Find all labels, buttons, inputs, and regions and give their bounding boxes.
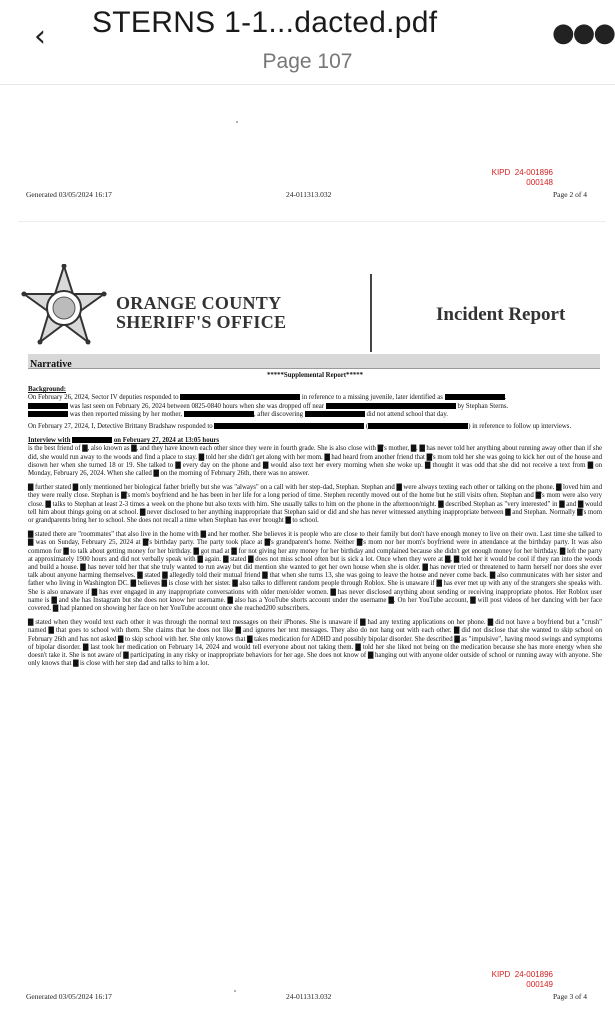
- page-indicator: Page 107: [262, 50, 353, 73]
- generated-date: Generated 03/05/2024 16:17: [26, 190, 112, 199]
- bg-text-3: was last seen on February 26, 2024 between 0825-0840 hours when she was dropped off near: [69, 402, 325, 410]
- redaction: [305, 411, 365, 417]
- redaction: [72, 437, 112, 443]
- generated-date: Generated 03/05/2024 16:17: [26, 992, 112, 1001]
- interview-heading-b: on February 27, 2024 at 13:05 hours: [113, 437, 220, 445]
- narrative-label: Narrative: [30, 359, 72, 370]
- redaction: [368, 423, 468, 429]
- page-count: Page 3 of 4: [553, 992, 587, 1001]
- redaction: [28, 403, 68, 409]
- bg-text-2: in reference to a missing juvenile, later identified as: [301, 394, 443, 402]
- scan-speck: [236, 121, 238, 123]
- bg-text-5: was then reported missing by her mother,: [69, 410, 183, 418]
- bg-text-7: did not attend school that day.: [366, 410, 448, 418]
- redaction: [214, 423, 364, 429]
- more-options-icon[interactable]: ●●●: [552, 18, 615, 48]
- report-type: Incident Report: [436, 304, 566, 325]
- case-number: 24-011313.032: [286, 190, 332, 199]
- bg-text-1: On February 26, 2024, Sector IV deputies responded to: [28, 394, 179, 402]
- redaction: [445, 394, 505, 400]
- bates-stamp: KIPD 24-001896 000148: [491, 168, 553, 187]
- supplemental-label: *****Supplemental Report*****: [266, 372, 364, 379]
- pdf-page-2: [18, 85, 606, 213]
- bg-text-8: On February 27, 2024, I, Detective Brittany Bradshaw responded to: [28, 423, 213, 431]
- viewer-topbar: [0, 0, 615, 85]
- bg-text-4: by Stephan Sterns.: [457, 402, 509, 410]
- bg-text-6: , after discovering: [253, 410, 304, 418]
- redaction: [184, 411, 254, 417]
- redaction: [28, 411, 68, 417]
- narrative-paragraph-2: ▇ further stated ▇ only mentioned her biological father briefly but she was "always" on a call with her step-dad, Stephan. Stephan and ▇ were always texting each other or talking on the phone. ▇ loved him and they were really close. Stephan is ▇'s mom's boyfriend and he has been in her life for a long period of time. Stephen recently moved out of the home but he still visits often. Stephan and ▇'s mom were also very close. ▇ talks to Stephan at least 2-3 times a week on the phone but also texts with him. She usually talks to him on the phone in the afternoon/night. ▇ described Stephan as "very interested" in ▇ and ▇ would tell him about things going on at school. ▇ never disclosed to her anything inappropriate that Stephan said or did and she has never witnessed anything inappropriate between ▇ and Stephan. Normally ▇'s mom or grandparents bring her to school. She does not recall a time when Stephan has ever brought ▇ to school.: [28, 484, 602, 525]
- bg-text-9: ) in reference to follow up interviews.: [468, 423, 572, 431]
- narrative-paragraph-1: is the best friend of ▇, also known as ▇, and they have known each other since they were in fourth grade. She is also close with ▇'s mother, ▇. ▇ has never told her anything about running away other than if she did, she would run away to the woods and find a place to stay. ▇ told her she didn't get along with her mom. ▇ had heard from another friend that ▇'s mom told her she was going to kick her out of the house and disown her when she turned 18 or 19. She talked to ▇ every day on the phone and ▇ would also text her every morning when she woke up. ▇ thought it was odd that she did not receive a text from ▇ on Monday, February 26, 2024. When she called ▇ on the morning of February 26th, there was no answer.: [28, 445, 602, 478]
- header-divider: [370, 274, 372, 352]
- pdf-page-3: [18, 221, 606, 1025]
- pdf-viewer[interactable]: [0, 85, 615, 1024]
- report-header: [18, 244, 606, 344]
- agency-name: ORANGE COUNTY SHERIFF'S OFFICE: [116, 293, 287, 332]
- narrative-body: *****Supplemental Report***** Background: On February 26, 2024, Sector IV deputies responded to in reference to a missing juvenile, later identified as . was last seen on February 26, 2024 between 0825-0840 hours when she was dropped off near by Stephan Sterns. was then reported missing by her mother, , after discovering did not attend school that day. On February 27, 2024, I, Detective Brittany Bradshaw responded to ( ) in reference to follow up interviews. Interview with on February 27, 2024 at 13:05 hours is the best friend of ▇, also known as ▇, and they have known each other since they were in fourth grade. She is also close with ▇'s mother, ▇. ▇ has never told her anything about running away other than if she did, she would run away to the woods and find a place to stay. ▇ told her she didn't get along with her mom. ▇ had heard from another friend that ▇'s mom told her she was going to kick her out of the house and disown her when she turned 18 or 19. She talked to ▇ every day on the phone and ▇ would also text her every morning when she woke up. ▇ thought it was odd that she did not receive a text from ▇ on Monday, February 26, 2024. When she called ▇ on the morning of February 26th, there was no answer. ▇ further stated ▇ only mentioned her biological father briefly but she was "always" on a call with her step-dad, Stephan. Stephan and ▇ were always texting each other or talking on the phone. ▇ loved him and they were really close. Stephan is ▇'s mom's boyfriend and he has been in her life for a long period of time. Stephen recently moved out of the home but he still visits often. Stephan and ▇'s mom were also very close. ▇ talks to Stephan at least 2-3 times a week on the phone but also texts with him. She usually talks to him on the phone in the afternoon/night. ▇ described Stephan as "very interested" in ▇ and ▇ would tell him about things going on at school. ▇ never disclosed to her anything inappropriate that Stephan said or did and she has never witnessed anything inappropriate between ▇ and Stephan. Normally ▇'s mom or grandparents bring her to school. She does not recall a time when Stephan has ever brought ▇ to school. ▇ stated there are "roommates" that also live in the home with ▇ and her mother. She believes it is people who are close to their family but don't have enough money to live on their own. Last time she talked to ▇ was on Sunday, February 25, 2024 at ▇'s birthday party. The party took place at ▇'s grandparent's home. Neither ▇'s mom nor her mom's boyfriend were in attendance at the birthday party. It was also common for ▇ to talk about getting money for her birthday. ▇ got mad at ▇ for not giving her any money for her birthday and complained because she didn't get enough money for her birthday. ▇ left the party at approximately 1900 hours and did not verbally speak with ▇ again. ▇ stated ▇ does not miss school often but is sick a lot. Once when they were at ▇, ▇ told her it would be cool if they ran into the woods and build a house. ▇ has never told her that she truly wanted to run away but did mention she wanted to get her own house when she is older. ▇ has never tried or threatened to harm herself nor does she ever talk about anyone harming themselves. ▇ stated ▇ allegedly told their mutual friend ▇ that when she turns 13, she was going to leave the house and never come back. ▇ also communicates with her sister and father who living in Washington DC. ▇ believes ▇ is close with her sister. ▇ also talks to different random people through Roblox. She is unaware if ▇ has ever met up with any of the strangers she speaks with. She is also unaware if ▇ has ever engaged in any inappropriate conversations with older men/older women. ▇ has never disclosed anything about sending or receiving inappropriate photos. Her Roblox user name is ▇ and she has Instagram but she does not know her username. ▇ also has a YouTube shorts account under the username ▇. On her YouTube account, ▇ will post videos of her dancing with her face covered. ▇ had planned on showing her face on her YouTube account once she reached200 subscribers. ▇ stated when they would text each other it was through the normal text messages on their iPhones. She is unaware if ▇ had any texting applications on her phone. ▇ did not have a boyfriend but a "crush" named ▇ that goes to school with them. She claims that he does not like ▇ and ignores her text messages. They also do not hang out with each other. ▇ did not disclose that she wanted to skip school on February 26th and has not asked ▇ to skip school with her. She only knows that ▇ takes medication for ADHD and possibly bipolar disorder. She described ▇ as "impulsive", having mood swings and symptoms of bipolar disorder. ▇ last took her medication on February 14, 2024 and would tell everyone about not taking them. ▇ told her she liked not being on the medication because she has more energy when she doesn't take it. She is not aware of ▇ participating in any risky or inappropriate behaviors for her age. She does not know of ▇ hanging out with anyone older outside of school or running away with anyone. She only knows that ▇ is close with her step dad and talks to him a lot.: [28, 372, 602, 668]
- bates-stamp: KIPD 24-001896 000149: [491, 970, 553, 989]
- narrative-section-bar: [28, 354, 600, 369]
- case-number: 24-011313.032: [286, 992, 332, 1001]
- narrative-paragraph-3: ▇ stated there are "roommates" that also live in the home with ▇ and her mother. She believes it is people who are close to their family but don't have enough money to live on their own. Last time she talked to ▇ was on Sunday, February 25, 2024 at ▇'s birthday party. The party took place at ▇'s grandparent's home. Neither ▇'s mom nor her mom's boyfriend were in attendance at the birthday party. It was also common for ▇ to talk about getting money for her birthday. ▇ got mad at ▇ for not giving her any money for her birthday and complained because she didn't get enough money for her birthday. ▇ left the party at approximately 1900 hours and did not verbally speak with ▇ again. ▇ stated ▇ does not miss school often but is sick a lot. Once when they were at ▇, ▇ told her it would be cool if they ran into the woods and build a house. ▇ has never told her that she truly wanted to run away but did mention she wanted to get her own house when she is older. ▇ has never tried or threatened to harm herself nor does she ever talk about anyone harming themselves. ▇ stated ▇ allegedly told their mutual friend ▇ that when she turns 13, she was going to leave the house and never come back. ▇ also communicates with her sister and father who living in Washington DC. ▇ believes ▇ is close with her sister. ▇ also talks to different random people through Roblox. She is unaware if ▇ has ever met up with any of the strangers she speaks with. She is also unaware if ▇ has ever engaged in any inappropriate conversations with older men/older women. ▇ has never disclosed anything about sending or receiving inappropriate photos. Her Roblox user name is ▇ and she has Instagram but she does not know her username. ▇ also has a YouTube shorts account under the username ▇. On her YouTube account, ▇ will post videos of her dancing with her face covered. ▇ had planned on showing her face on her YouTube account once she reached200 subscribers.: [28, 531, 602, 613]
- narrative-paragraph-4: ▇ stated when they would text each other it was through the normal text messages on their iPhones. She is unaware if ▇ had any texting applications on her phone. ▇ did not have a boyfriend but a "crush" named ▇ that goes to school with them. She claims that he does not like ▇ and ignores her text messages. They also do not hang out with each other. ▇ did not disclose that she wanted to skip school on February 26th and has not asked ▇ to skip school with her. She only knows that ▇ takes medication for ADHD and possibly bipolar disorder. She described ▇ as "impulsive", having mood swings and symptoms of bipolar disorder. ▇ last took her medication on February 14, 2024 and would tell everyone about not taking them. ▇ told her she liked not being on the medication because she has more energy when she doesn't take it. She is not aware of ▇ participating in any risky or inappropriate behaviors for her age. She does not know of ▇ hanging out with anyone older outside of school or running away with anyone. She only knows that ▇ is close with her step dad and talks to him a lot.: [28, 619, 602, 668]
- scan-speck: [234, 990, 236, 992]
- back-chevron-icon[interactable]: ‹: [34, 19, 46, 54]
- document-title: STERNS 1-1...dacted.pdf: [92, 6, 438, 39]
- background-heading: Background:: [28, 386, 67, 394]
- sheriff-star-badge-icon: [20, 264, 108, 352]
- redaction: [180, 394, 300, 400]
- redaction: [326, 403, 456, 409]
- page-count: Page 2 of 4: [553, 190, 587, 199]
- interview-heading-a: Interview with: [28, 437, 71, 445]
